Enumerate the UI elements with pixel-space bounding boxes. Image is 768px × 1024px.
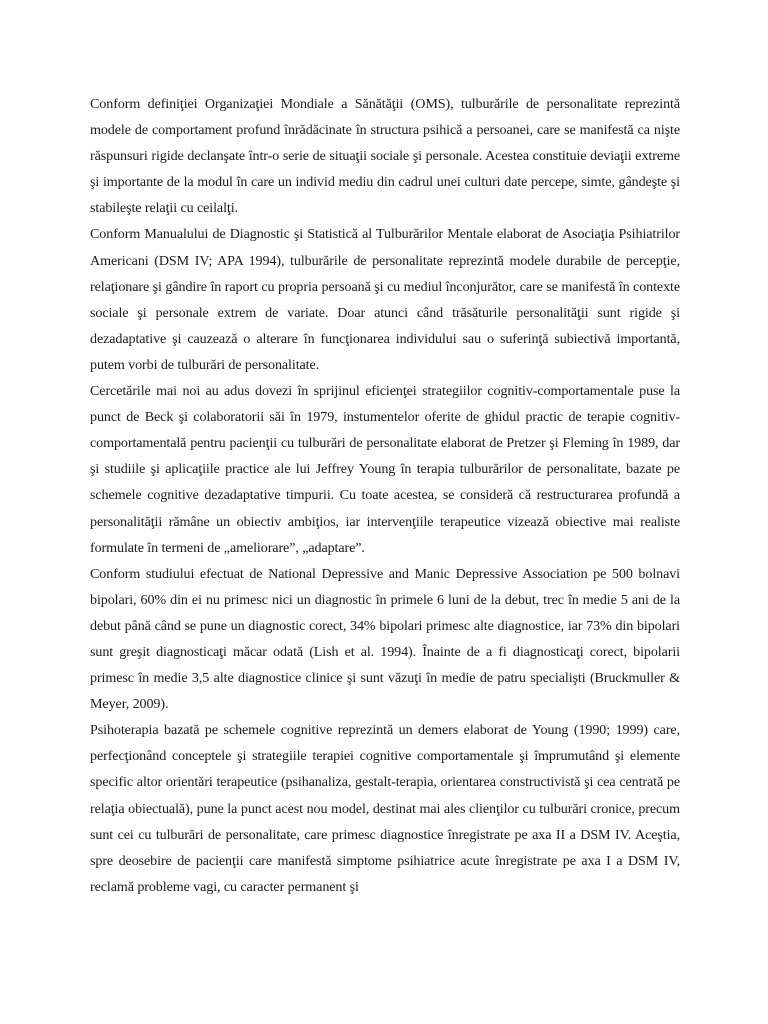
paragraph-cognitive-research: Cercetările mai noi au adus dovezi în sprijinul eficienţei strategiilor cognitiv-comportamentale puse la punct de Beck şi colaboratorii săi în 1979, instumentelor oferite de ghidul practic de terapie cognitiv-comportamentală pentru pacienţii cu tulburări de personalitate elaborat de Pretzer şi Fleming în 1989, dar şi studiile şi aplicaţiile practice ale lui Jeffrey Young în terapia tulburărilor de personalitate, bazate pe schemele cognitive dezadaptative timpurii. Cu toate acestea, se consideră că restructurarea profundă a personalităţii rămâne un obiectiv ambiţios, iar intervenţiile terapeutice vizează obiective mai realiste formulate în termeni de „ameliorare”, „adaptare”. — [90, 383, 680, 556]
paragraph-schema-therapy: Psihoterapia bazată pe schemele cognitive reprezintă un demers elaborat de Young (1990; 1999) care, perfecţionând conceptele şi strategiile terapiei cognitive comportamentale şi împrumutând şi elemente specific altor orientări terapeutice (psihanaliza, gestalt-terapia, orientarea constructivistă şi cea centrată pe relaţia obiectuală), pune la punct acest nou model, destinat mai ales clienţilor cu tulburări cronice, precum sunt cei cu tulburări de personalitate, care primesc diagnostice înregistrate pe axa II a DSM IV. Aceştia, spre deosebire de pacienţii care manifestă simptome psihiatrice acute înregistrate pe axa I a DSM IV, reclamă probleme vagi, cu caracter permanent şi — [90, 722, 680, 895]
paragraph-dsm-definition: Conform Manualului de Diagnostic şi Statistică al Tulburărilor Mentale elaborat de Asociaţia Psihiatrilor Americani (DSM IV; APA 1994), tulburările de personalitate reprezintă modele durabile de percepţie, relaţionare şi gândire în raport cu propria persoană şi cu mediul înconjurător, care se manifestă în contexte sociale şi personale extrem de variate. Doar atunci când trăsăturile personalităţii sunt rigide şi dezadaptative şi cauzează o alterare în funcţionarea individului sau o suferinţă subiectivă importantă, putem vorbi de tulburări de personalitate. — [90, 226, 680, 373]
paragraph-bipolar-study: Conform studiului efectuat de National Depressive and Manic Depressive Association pe 500 bolnavi bipolari, 60% din ei nu primesc nici un diagnostic în primele 6 luni de la debut, trec în medie 5 ani de la debut până când se pune un diagnostic corect, 34% bipolari primesc alte diagnostice, iar 73% din bipolari sunt greşit diagnosticaţi măcar odată (Lish et al. 1994). Înainte de a fi diagnosticaţi corect, bipolarii primesc în medie 3,5 alte diagnostice clinice şi sunt văzuţi în medie de patru specialişti (Bruckmuller & Meyer, 2009). — [90, 565, 680, 713]
document-body — [90, 91, 680, 900]
paragraph-oms-definition: Conform definiţiei Organizaţiei Mondiale a Sănătăţii (OMS), tulburările de personalitate reprezintă modele de comportament profund înrădăcinate în structura psihică a persoanei, care se manifestă ca nişte răspunsuri rigide declanşate într-o serie de situaţii sociale şi personale. Acestea constituie deviaţii extreme şi importante de la modul în care un individ mediu din cadrul unei culturi date percepe, simte, gândeşte şi stabileşte relaţii cu ceilalţi. — [90, 96, 680, 217]
